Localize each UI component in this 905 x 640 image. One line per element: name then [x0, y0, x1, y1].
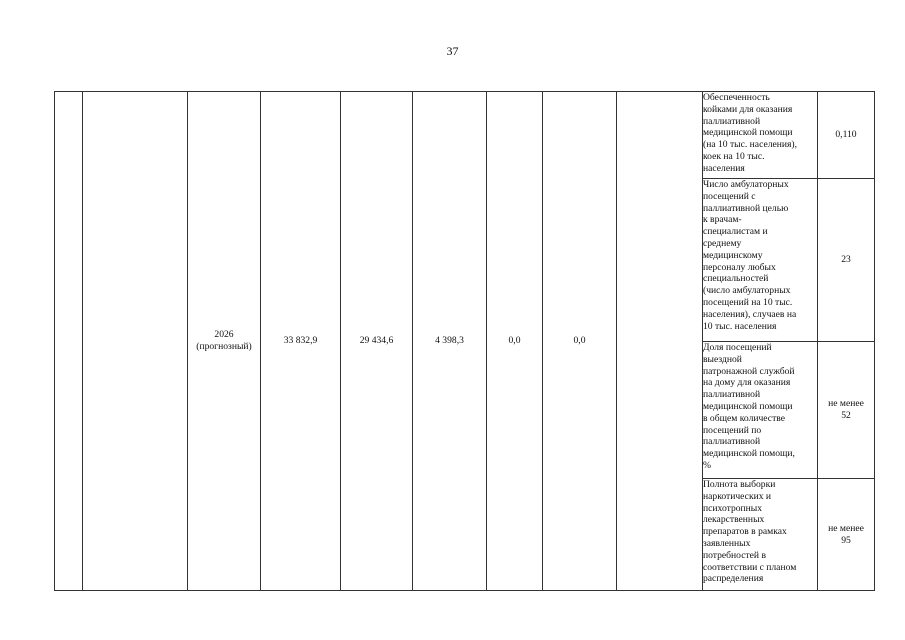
indicator-name-cell [703, 179, 818, 342]
budget-table [54, 91, 875, 591]
indicator-line: паллиативной целью [703, 202, 789, 214]
indicator-line: Число амбулаторных [703, 179, 789, 190]
indicator-line: специальностей [703, 273, 769, 285]
indicator-line: наркотических и [703, 490, 772, 502]
indicator-line: в общем количестве [703, 412, 785, 424]
indicator-line: на дому для оказания [703, 377, 791, 389]
indicator-line: патронажной службой [703, 365, 795, 377]
funding-col2-cell: 29 434,6 [341, 92, 413, 591]
indicator-text [703, 179, 817, 341]
indicator-text [703, 479, 817, 590]
indicator-line: потребностей в [703, 549, 766, 561]
indicator-line: 10 тыс. населения [703, 320, 777, 332]
indicator-text [703, 92, 817, 178]
indicator-line: посещений на 10 тыс. [703, 296, 793, 308]
indicator-line: (на 10 тыс. населения), [703, 139, 798, 151]
indicator-line: Полнота выборки [703, 479, 776, 490]
indicator-line: препаратов в рамках [703, 526, 787, 538]
indicator-value-cell [818, 479, 875, 591]
indicator-line: % [703, 459, 711, 471]
cell-number-empty [55, 92, 83, 591]
indicator-line: распределения [703, 573, 764, 585]
indicator-line: населения), случаев на [703, 308, 797, 320]
indicator-line: медицинскому [703, 249, 763, 261]
indicator-value-cell: 23 [818, 179, 875, 342]
indicator-line: заявленных [703, 537, 751, 549]
indicator-name-cell [703, 479, 818, 591]
indicator-name-cell [703, 342, 818, 479]
indicator-line: (число амбулаторных [703, 285, 791, 297]
indicator-value-cell: 0,110 [818, 92, 875, 179]
indicator-line: паллиативной [703, 436, 761, 448]
indicator-value-line: не менее [828, 522, 864, 534]
cell-empty [617, 92, 703, 591]
indicator-line: посещений с [703, 190, 756, 202]
indicator-value-line: 95 [841, 534, 851, 546]
indicator-line: психотропных [703, 502, 763, 514]
total-cell: 33 832,9 [261, 92, 341, 591]
indicator-value-cell [818, 342, 875, 479]
indicator-line: паллиативной [703, 389, 761, 401]
indicator-line: соответствии с планом [703, 561, 797, 573]
indicator-line: медицинской помощи [703, 400, 793, 412]
cell-name-empty [83, 92, 188, 591]
indicator-name-cell [703, 92, 818, 179]
indicator-line: медицинской помощи, [703, 448, 795, 460]
year-cell [188, 92, 261, 591]
indicator-line: Доля посещений [703, 342, 772, 353]
indicator-line: лекарственных [703, 514, 765, 526]
indicator-value-line: не менее [828, 398, 864, 410]
funding-col4-cell: 0,0 [487, 92, 543, 591]
funding-col5-cell: 0,0 [543, 92, 617, 591]
indicator-line: среднему [703, 237, 742, 249]
indicator-line: медицинской помощи [703, 127, 793, 139]
indicator-line: коек на 10 тыс. [703, 150, 765, 162]
indicator-text [703, 342, 817, 478]
indicator-line: паллиативной [703, 115, 761, 127]
indicator-line: посещений по [703, 424, 762, 436]
page-number: 37 [446, 44, 459, 58]
indicator-line: специалистам и [703, 226, 768, 238]
year: 2026 [214, 329, 234, 341]
year-note: (прогнозный) [196, 341, 252, 352]
indicator-line: Обеспеченность [703, 92, 770, 103]
indicator-value-line: 52 [841, 410, 851, 421]
indicator-line: персоналу любых [703, 261, 776, 273]
indicator-line: населения [703, 162, 745, 174]
indicator-line: койками для оказания [703, 103, 793, 115]
indicator-line: выездной [703, 353, 742, 365]
indicator-line: к врачам- [703, 214, 742, 226]
funding-col3-cell: 4 398,3 [413, 92, 487, 591]
